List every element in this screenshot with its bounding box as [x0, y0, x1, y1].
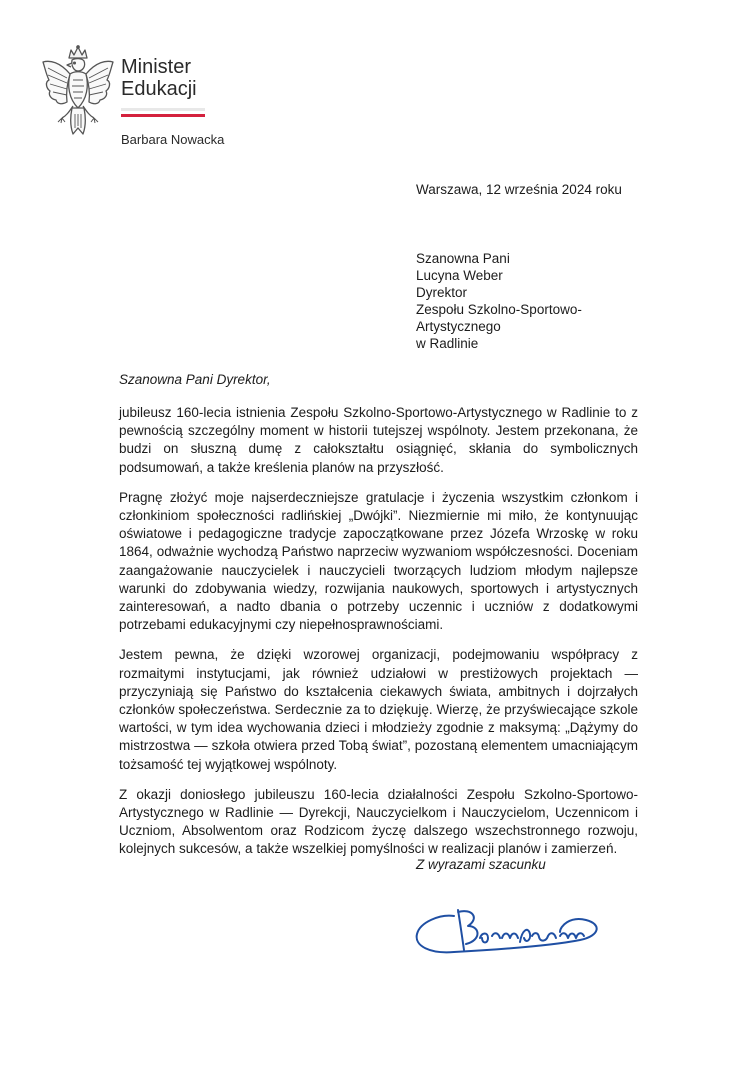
body-paragraph: Jestem pewna, że dzięki wzorowej organizacji, podejmowaniu współpracy z rozmaitymi instytucjami, jak również udziałowi w prestiżowych projektach — przyczyniają się Państwo do kształcenia ciekawych świata, ambitnych i dojrzałych członków społeczeństwa. Serdecznie za to dziękuję. Wierzę, że przyświecające szkole wartości, w tym idea wychowania dzieci i młodzieży zgodnie z maksymą: „Dążymy do mistrzostwa — szkoła otwiera przed Tobą świat”, pozostaną elementem umacniającym tożsamość tej wyjątkowej wspólnoty. [119, 647, 638, 772]
recipient-line: Lucyna Weber [416, 268, 503, 283]
minister-name: Barbara Nowacka [121, 132, 225, 147]
recipient-line: w Radlinie [416, 336, 479, 351]
flag-bar-red [121, 114, 205, 117]
letter-date: Warszawa, 12 września 2024 roku [416, 182, 622, 197]
body-paragraph: Z okazji doniosłego jubileuszu 160-lecia działalności Zespołu Szkolno-Sportowo-Artystycznego w Radlinie — Dyrekcji, Nauczycielkom i Nauczycielom, Uczennicom i Uczniom, Absolwentom oraz Rodzicom życzę dalszego wszechstronnego rozwoju, kolejnych sukcesów, a także wszelkiej pomyślności w realizacji planów i zamierzeń. [119, 786, 638, 857]
recipient-block [416, 250, 582, 352]
ministry-title-line1: Minister [121, 56, 192, 78]
flag-bar-white [121, 108, 205, 111]
recipient-line: Szanowna Pani [416, 251, 510, 266]
recipient-line: Dyrektor [416, 285, 468, 300]
recipient-line: Zespołu Szkolno-Sportowo- [416, 302, 582, 317]
body-paragraph: jubileusz 160-lecia istnienia Zespołu Szkolno-Sportowo-Artystycznego w Radlinie to z pewnością szczególny moment w historii tutejszej wspólnoty. Jestem przekonana, że budzi on słuszną dumę z całokształtu osiągnięć, skłania do symbolicznych podsumowań, a także kreślenia planów na przyszłość. [119, 405, 638, 475]
recipient-line: Artystycznego [416, 319, 501, 334]
salutation: Szanowna Pani Dyrektor, [119, 372, 271, 387]
closing-phrase: Z wyrazami szacunku [416, 857, 546, 872]
signature-icon [410, 900, 610, 970]
letter-body [119, 404, 638, 871]
ministry-title-line2: Edukacji [121, 78, 197, 100]
body-paragraph: Pragnę złożyć moje najserdeczniejsze gratulacje i życzenia wszystkim członkom i członkiniom społeczności radlińskiej „Dwójki”. Niezmiernie mi miło, że kontynuując oświatowe i pedagogiczne tradycje zapoczątkowane przez Józefa Wrzoskę w roku 1864, odważnie wychodzą Państwo naprzeciw wyzwaniom współczesności. Doceniam zaangażowanie nauczycielek i nauczycieli tworzących ludziom młodym najlepsze warunki do zdobywania wiedzy, rozwijania naukowych, sportowych i artystycznych zainteresowań, a nadto dbania o potrzeby uczennic i uczniów z dodatkowymi potrzebami edukacyjnymi czy niepełnosprawnościami. [119, 489, 638, 633]
ministry-title [121, 56, 197, 100]
white-eagle-emblem-icon [40, 44, 116, 140]
